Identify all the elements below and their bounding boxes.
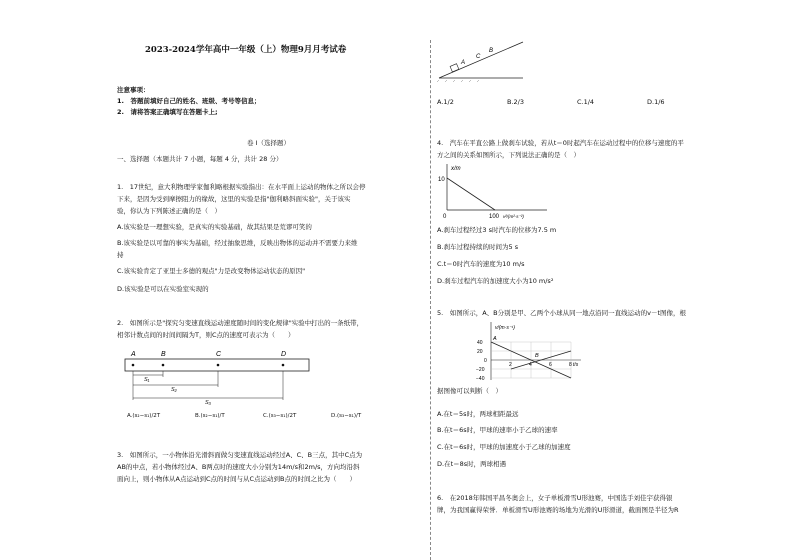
q1-stem-line-2: 下来，是因为受到摩擦阻力的缘故，这里的实验是指"伽利略斜面实验"，关于该实 [117,195,351,203]
incline-label-b: B [489,48,494,54]
q5-stem-line-1: 5. 如图所示，A、B分别是甲、乙两个小球从同一地点沿同一直线运动的v－t图像，根 [437,309,687,317]
q4-stem-line-1: 4. 汽车在平直公路上做刹车试验，若从t＝0时起汽车在运动过程中的位移与速度的平 [437,139,684,147]
q5-y-tick-neg20: −20 [476,367,485,373]
q4-origin: 0 [443,214,447,220]
q3-option-c: C.1/4 [577,98,595,106]
note-1: 1. 答题前填好自己的姓名、班级、考号等信息； [117,97,261,105]
tape-label-s2: S₂ [171,387,177,393]
q4-option-d: D.刹车过程汽车的加速度大小为10 m/s² [437,277,554,285]
incline-label-a: A [461,60,466,66]
tape-label-s3: S₃ [205,400,211,406]
volume-heading: 卷 I（选择题） [247,139,290,147]
q4-x-tick: 100 [489,214,500,220]
q1-option-b: B.该实验是以可靠的事实为基础，经过抽象思维，反映出物体的运动并不需要力来维 [117,239,358,247]
right-column [437,0,742,560]
tape-label-d: D [281,351,287,358]
q2-option-b: B.(s₂−s₁)/T [195,413,225,419]
tape-label-a: A [131,351,136,358]
q5-option-c: C.在t＝6s时，甲球的加速度小于乙球的加速度 [437,443,571,451]
q3-stem-line-3: 面向上，则小物体从A点运动到C点的时间与从C点运动到B点的时间之比为（ ） [117,475,356,483]
q3-stem-line-2: AB的中点，若小物体经过A、B两点时的速度大小分别为14m/s和2m/s，方向均沿斜 [117,463,360,471]
q1-stem-line-1: 1. 17世纪，意大利物理学家伽利略根据实验指出：在水平面上运动的物体之所以会停 [117,183,366,191]
q1-option-d: D.该实验是可以在实验室实现的 [117,285,209,293]
exam-title: 2023-2024学年高中一年级（上）物理9月月考试卷 [145,45,347,55]
tape-label-s1: S₁ [144,377,150,383]
q1-stem-line-3: 验，你认为下列陈述正确的是（ ） [117,207,221,215]
incline-figure [437,34,527,84]
q1-option-b-cont: 持 [117,251,124,259]
q3-stem-line-1: 3. 如图所示，一小物体沿光滑斜面做匀变速直线运动经过A、C、B三点，其中C点为 [117,451,363,459]
q6-stem-line-1: 6. 在2018年韩国平昌冬奥会上，女子单板滑雪U形池赛，中国选手刘佳宇获得银 [437,494,673,502]
q5-y-tick-0: 0 [484,358,487,364]
note-2: 2. 请将答案正确填写在答题卡上; [117,108,218,116]
q5-label-b: B [535,353,539,359]
q5-label-a: A [493,336,497,342]
q2-stem-line-2: 相邻计数点间的时间间隔为T，则C点的速度可表示为（ ） [117,331,295,339]
q5-stem-after: 据图像可以判断（ ） [437,387,502,395]
q5-x-tick-6: 6 [549,362,552,368]
q2-option-d: D.(s₃−s₁)/T [331,413,362,419]
q4-option-b: B.刹车过程持续的时间为5 s [437,243,519,251]
tape-label-c: C [216,351,222,358]
q5-option-a: A.在t＝5s时，两球相距最远 [437,410,519,418]
q1-option-a: A.该实验是一理想实验，是真实的实验基础，故其结果是荒谬可笑的 [117,223,312,231]
q4-stem-line-2: 方之间的关系如图所示，下列说法正确的是（ ） [437,151,580,159]
q5-y-tick-40: 40 [477,340,483,346]
q2-option-a: A.(s₂−s₁)/2T [127,413,161,419]
q3-option-d: D.1/6 [647,98,665,106]
q5-y-tick-20: 20 [477,349,483,355]
column-divider [430,40,431,560]
q4-option-a: A.刹车过程经过3 s时汽车的位移为7.5 m [437,226,557,234]
q4-graph-line [447,178,495,210]
q5-option-d: D.在t＝8s时，两球相遇 [437,460,507,468]
q6-stem-line-2: 牌，为我国赢得荣誉．单板滑雪U形池赛的场地为光滑的U形滑道，截面图是半径为R [437,506,679,514]
q2-option-c: C.(s₃−s₁)/2T [263,413,297,419]
paper-tape-figure [123,345,313,405]
q2-stem-line-1: 2. 如图所示是"探究匀变速直线运动速度随时间的变化规律"实验中打出的一条纸带， [117,319,364,327]
q1-option-c: C.该实验肯定了亚里士多德的观点"力是改变物体运动状态的原因" [117,267,306,275]
notes-heading: 注意事项： [117,86,150,94]
q5-y-tick-neg40: −40 [476,376,485,382]
q4-y-axis-label: x/m [451,166,461,172]
small-block [450,64,459,72]
q5-x-tick-8: 8 [569,362,572,368]
left-column [117,0,427,560]
q5-x-axis-label: t/s [573,362,579,368]
incline-label-c: C [476,54,481,60]
q4-graph [437,162,557,220]
q5-vt-graph [477,320,587,382]
q5-option-b: B.在t＝6s时，甲球的速率小于乙球的速率 [437,426,558,434]
q4-x-axis-label: v²/(m²·s⁻²) [503,214,524,219]
q5-x-tick-2: 2 [509,362,512,368]
q4-option-c: C.t＝0时汽车的速度为10 m/s [437,260,525,268]
section-heading: 一、选择题（本题共计 7 小题，每题 4 分，共计 28 分） [117,155,283,163]
tape-label-b: B [161,351,166,358]
q4-y-tick: 10 [438,177,445,183]
q3-option-b: B.2/3 [507,98,524,106]
q3-option-a: A.1/2 [437,98,454,106]
q5-y-axis-label: v/(m·s⁻¹) [495,325,515,331]
q5-x-tick-4: 4 [529,362,532,368]
